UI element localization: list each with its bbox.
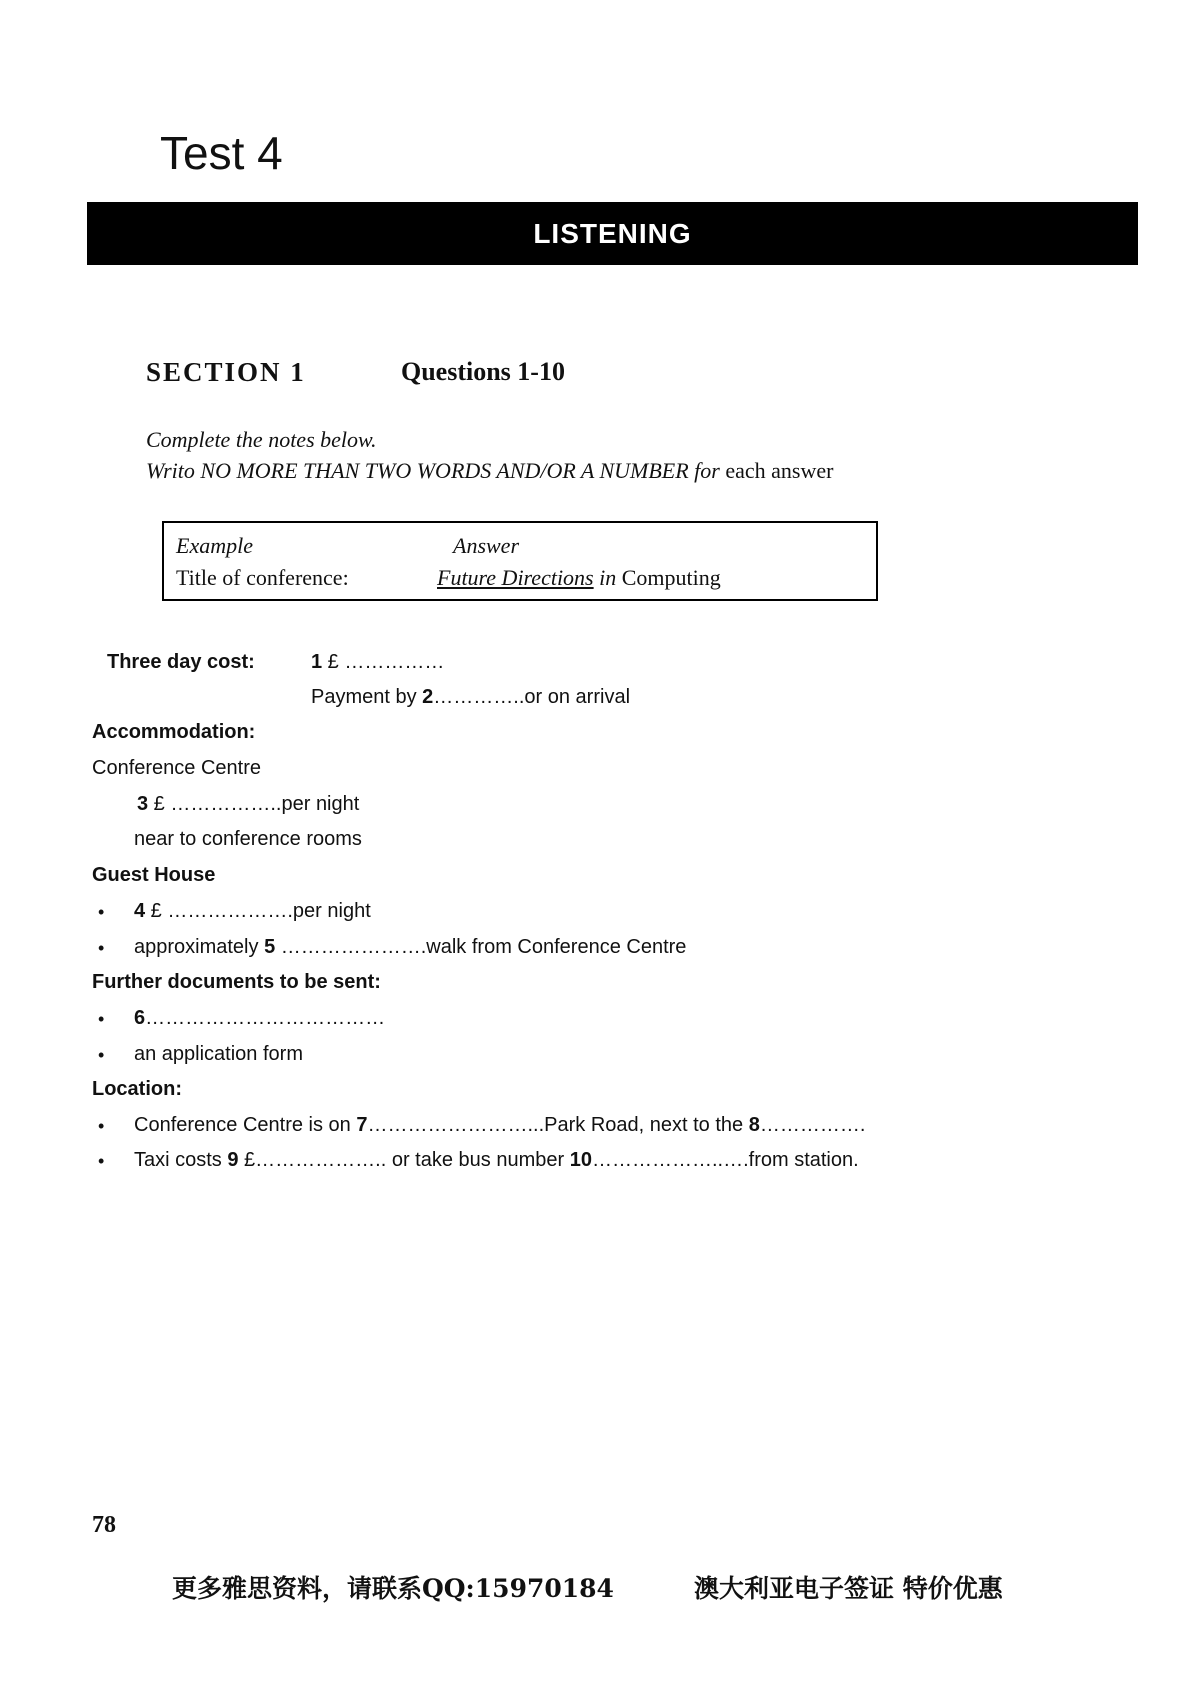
bullet-icon: • (98, 938, 105, 958)
payment-prefix: Payment by (311, 686, 423, 708)
q8-number: 8 (748, 1114, 760, 1136)
q6-blank: ……………………………… (145, 1007, 386, 1029)
further-docs-heading: Further documents to be sent: (92, 971, 381, 993)
loc1-mid: ……………………...Park Road, next to the (367, 1114, 749, 1136)
answer-label: Answer (453, 533, 519, 558)
instruction-line-1: Complete the notes below. (146, 427, 377, 452)
listening-banner (87, 202, 1138, 265)
example-field: Title of conference: (176, 565, 349, 590)
section-label: SECTION 1 (146, 357, 306, 387)
bullet-icon: • (98, 1151, 105, 1171)
loc2-prefix: Taxi costs (134, 1149, 228, 1171)
approx-prefix: approximately (134, 936, 265, 958)
application-form-text: an application form (134, 1043, 303, 1065)
q3-blank: £ ……………..per night (148, 793, 360, 815)
instruction-line-2 (146, 458, 833, 484)
q7-number: 7 (356, 1114, 368, 1136)
loc1-prefix: Conference Centre is on (134, 1114, 357, 1136)
near-rooms-text: near to conference rooms (134, 828, 362, 850)
bullet-icon: • (98, 902, 105, 922)
payment-suffix: …………..or on arrival (433, 686, 631, 708)
accommodation-heading: Accommodation: (92, 721, 256, 743)
conference-centre-label: Conference Centre (92, 757, 261, 779)
instruction-italic: Writo NO MORE THAN TWO WORDS AND/OR A NUMBER for (146, 458, 720, 483)
banner-label: LISTENING (533, 217, 692, 249)
q1-number: 1 (311, 651, 323, 673)
questions-label: Questions 1-10 (401, 357, 565, 386)
page-number: 78 (92, 1512, 116, 1538)
q1-blank: £ …………… (322, 651, 445, 673)
q4-blank: £ ……………….per night (145, 900, 371, 922)
q7-q8-line (134, 1114, 865, 1137)
test-title: Test 4 (160, 127, 283, 179)
guest-house-heading: Guest House (92, 864, 216, 886)
q4-number: 4 (134, 900, 146, 922)
q9-number: 9 (227, 1149, 239, 1171)
example-answer-rest: Computing (616, 565, 721, 590)
footer-contact-text: 更多雅思资料，请联系QQ:15970184 (172, 1574, 614, 1603)
example-answer-underlined: Future Directions (437, 565, 594, 590)
section-heading (146, 357, 565, 388)
q3-line (137, 793, 359, 816)
three-day-cost-label: Three day cost: (107, 651, 255, 673)
approx-suffix: ………………….walk from Conference Centre (275, 936, 687, 958)
q6-number: 6 (134, 1007, 146, 1029)
example-answer (437, 565, 721, 591)
loc1-suffix: ……………. (759, 1114, 866, 1136)
q9-q10-line (134, 1149, 859, 1172)
bullet-icon: • (98, 1116, 105, 1136)
loc2-suffix: ………………..….from station. (591, 1149, 859, 1171)
q2-line (311, 686, 630, 709)
footer-promo-text: 澳大利亚电子签证 特价优惠 (694, 1574, 1003, 1603)
location-heading: Location: (92, 1078, 182, 1100)
q2-number: 2 (422, 686, 434, 708)
instruction-plain: each answer (719, 458, 834, 483)
bullet-icon: • (98, 1009, 105, 1029)
q5-line (134, 936, 686, 959)
bullet-icon: • (98, 1045, 105, 1065)
q6-line (134, 1007, 385, 1030)
example-answer-in: in (593, 565, 617, 590)
q3-number: 3 (137, 793, 149, 815)
loc2-mid: £……………….. or take bus number (238, 1149, 570, 1171)
example-label: Example (176, 533, 253, 558)
q4-line (134, 900, 371, 923)
q5-number: 5 (264, 936, 276, 958)
example-box (162, 521, 878, 601)
q10-number: 10 (569, 1149, 592, 1171)
q1-line (311, 651, 444, 674)
